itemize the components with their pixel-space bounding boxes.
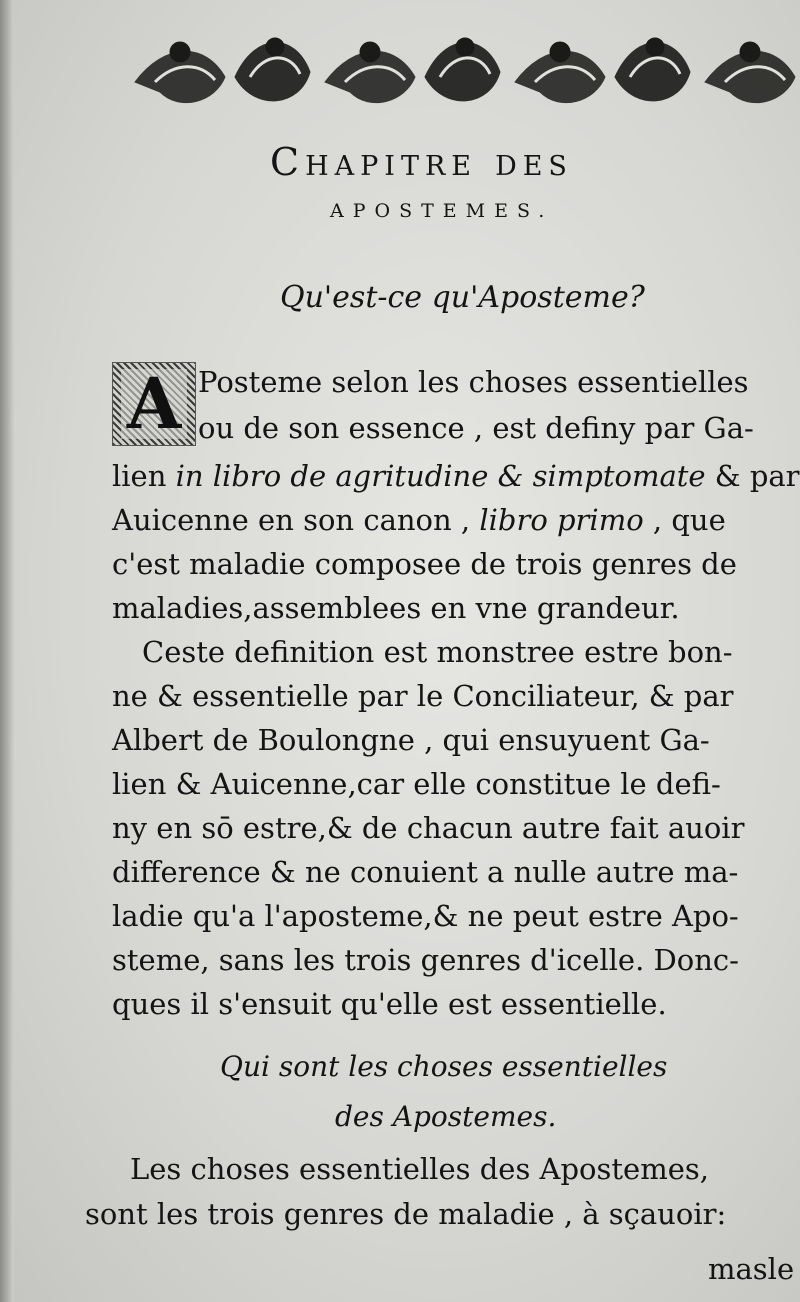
- section-heading: Qu'est-ce qu'Aposteme?: [280, 280, 645, 315]
- section-heading: Qui sont les choses essentielles: [220, 1050, 668, 1083]
- text-line: ladie qu'a l'aposteme,& ne peut estre Apo-: [112, 899, 739, 933]
- text-line: lien in libro de agritudine & simptomate & par: [112, 459, 800, 493]
- text-line: steme, sans les trois genres d'icelle. Donc-: [112, 943, 739, 977]
- text-line: Posteme selon les choses essentielles: [198, 365, 749, 399]
- drop-cap-initial: [112, 362, 196, 446]
- catchword: masle: [708, 1252, 795, 1286]
- text-line: ou de son essence , est definy par Ga-: [198, 411, 754, 445]
- text-line: Ceste definition est monstree estre bon-: [142, 635, 733, 669]
- text-line: ques il s'ensuit qu'elle est essentielle.: [112, 987, 667, 1021]
- text-line: ny en sō estre,& de chacun autre fait auoir: [112, 811, 745, 845]
- text-line: lien & Auicenne,car elle constitue le defi-: [112, 767, 721, 801]
- text-line: Auicenne en son canon , libro primo , que: [112, 503, 726, 537]
- text-line: Les choses essentielles des Apostemes,: [130, 1152, 709, 1186]
- text-line: sont les trois genres de maladie , à sçauoir:: [85, 1197, 727, 1231]
- text-line: ne & essentielle par le Conciliateur, & par: [112, 679, 734, 713]
- page-gutter: [0, 0, 14, 1302]
- section-heading-continued: des Apostemes.: [335, 1100, 557, 1133]
- ornament-headpiece: [125, 22, 800, 132]
- chapter-title: Chapitre des: [270, 140, 573, 184]
- text-line: maladies,assemblees en vne grandeur.: [112, 591, 680, 625]
- chapter-subtitle: APOSTEMES.: [330, 200, 554, 222]
- text-line: c'est maladie composee de trois genres de: [112, 547, 737, 581]
- text-line: difference & ne conuient a nulle autre ma-: [112, 855, 739, 889]
- drop-cap-letter: A: [121, 369, 187, 439]
- text-line: Albert de Boulongne , qui ensuyuent Ga-: [112, 723, 710, 757]
